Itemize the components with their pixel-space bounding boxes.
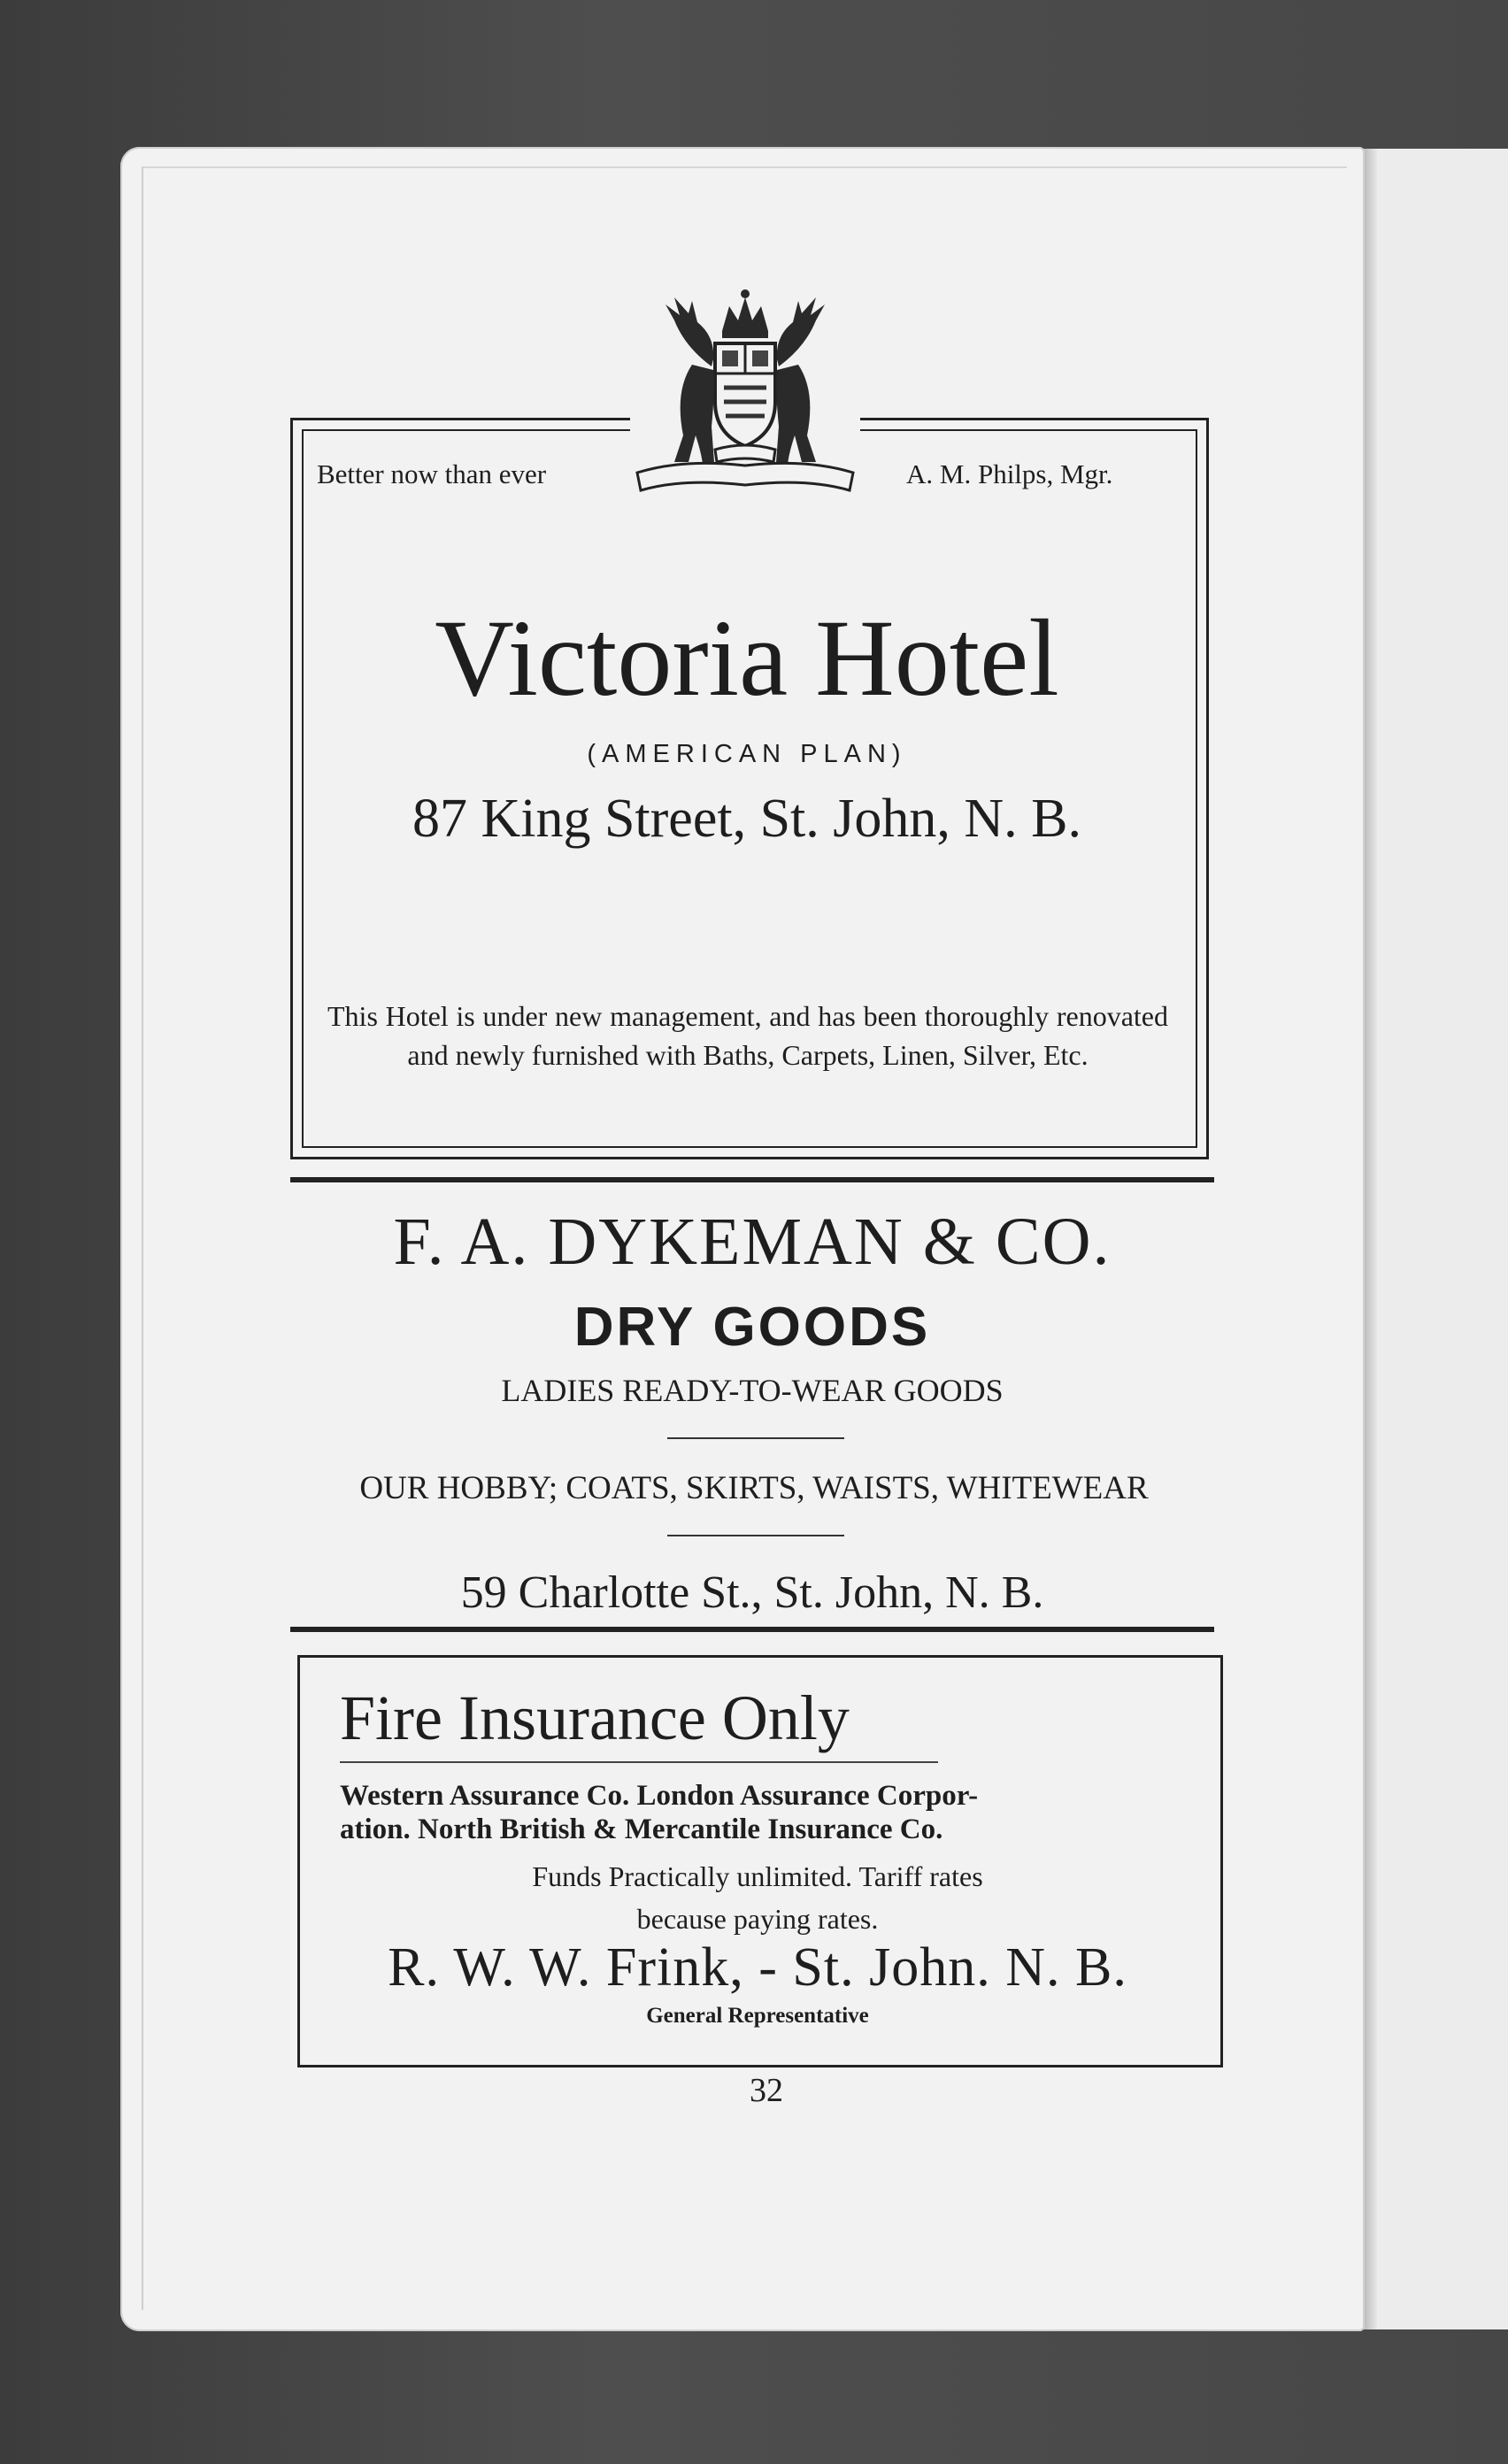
insurance-companies-line: ation. North British & Mercantile Insurance Co. — [340, 1813, 943, 1845]
coat-of-arms-icon — [630, 285, 860, 504]
short-divider — [667, 1437, 844, 1439]
dykeman-hobby: OUR HOBBY; COATS, SKIRTS, WAISTS, WHITEWEAR — [359, 1470, 1149, 1506]
dykeman-department: DRY GOODS — [573, 1297, 931, 1358]
insurance-companies-line: Western Assurance Co. London Assurance Corpor- — [340, 1780, 979, 1812]
hotel-address: 87 King Street, St. John, N. B. — [412, 789, 1082, 849]
hotel-name: Victoria Hotel — [435, 597, 1059, 719]
insurance-agent-title: General Representative — [646, 2004, 869, 2028]
divider-rule — [290, 1627, 1214, 1632]
dykeman-address: 59 Charlotte St., St. John, N. B. — [460, 1567, 1044, 1618]
insurance-funds — [340, 1855, 1175, 1940]
insurance-title-underline — [340, 1761, 938, 1763]
hotel-manager: A. M. Philps, Mgr. — [906, 458, 1113, 489]
insurance-title: Fire Insurance Only — [340, 1682, 850, 1753]
page-fold — [1363, 149, 1377, 2329]
page-number: 32 — [750, 2072, 783, 2109]
insurance-funds-line: because paying rates. — [636, 1903, 879, 1935]
dykeman-company-name: F. A. DYKEMAN & CO. — [393, 1205, 1112, 1279]
hotel-description: This Hotel is under new management, and has been thoroughly renovated and newly furnished with Baths, Carpets, Linen, Silver, Etc. — [327, 1000, 1168, 1071]
short-divider — [667, 1535, 844, 1536]
insurance-companies — [340, 1779, 1175, 1846]
insurance-agent: R. W. W. Frink, - St. John. N. B. — [388, 1937, 1127, 1998]
hotel-plan: (AMERICAN PLAN) — [587, 740, 907, 768]
insurance-funds-line: Funds Practically unlimited. Tariff rates — [532, 1860, 983, 1892]
hotel-tagline: Better now than ever — [317, 458, 547, 489]
dykeman-subtitle: LADIES READY-TO-WEAR GOODS — [501, 1373, 1004, 1408]
facing-page — [1363, 149, 1508, 2329]
divider-rule — [290, 1177, 1214, 1182]
